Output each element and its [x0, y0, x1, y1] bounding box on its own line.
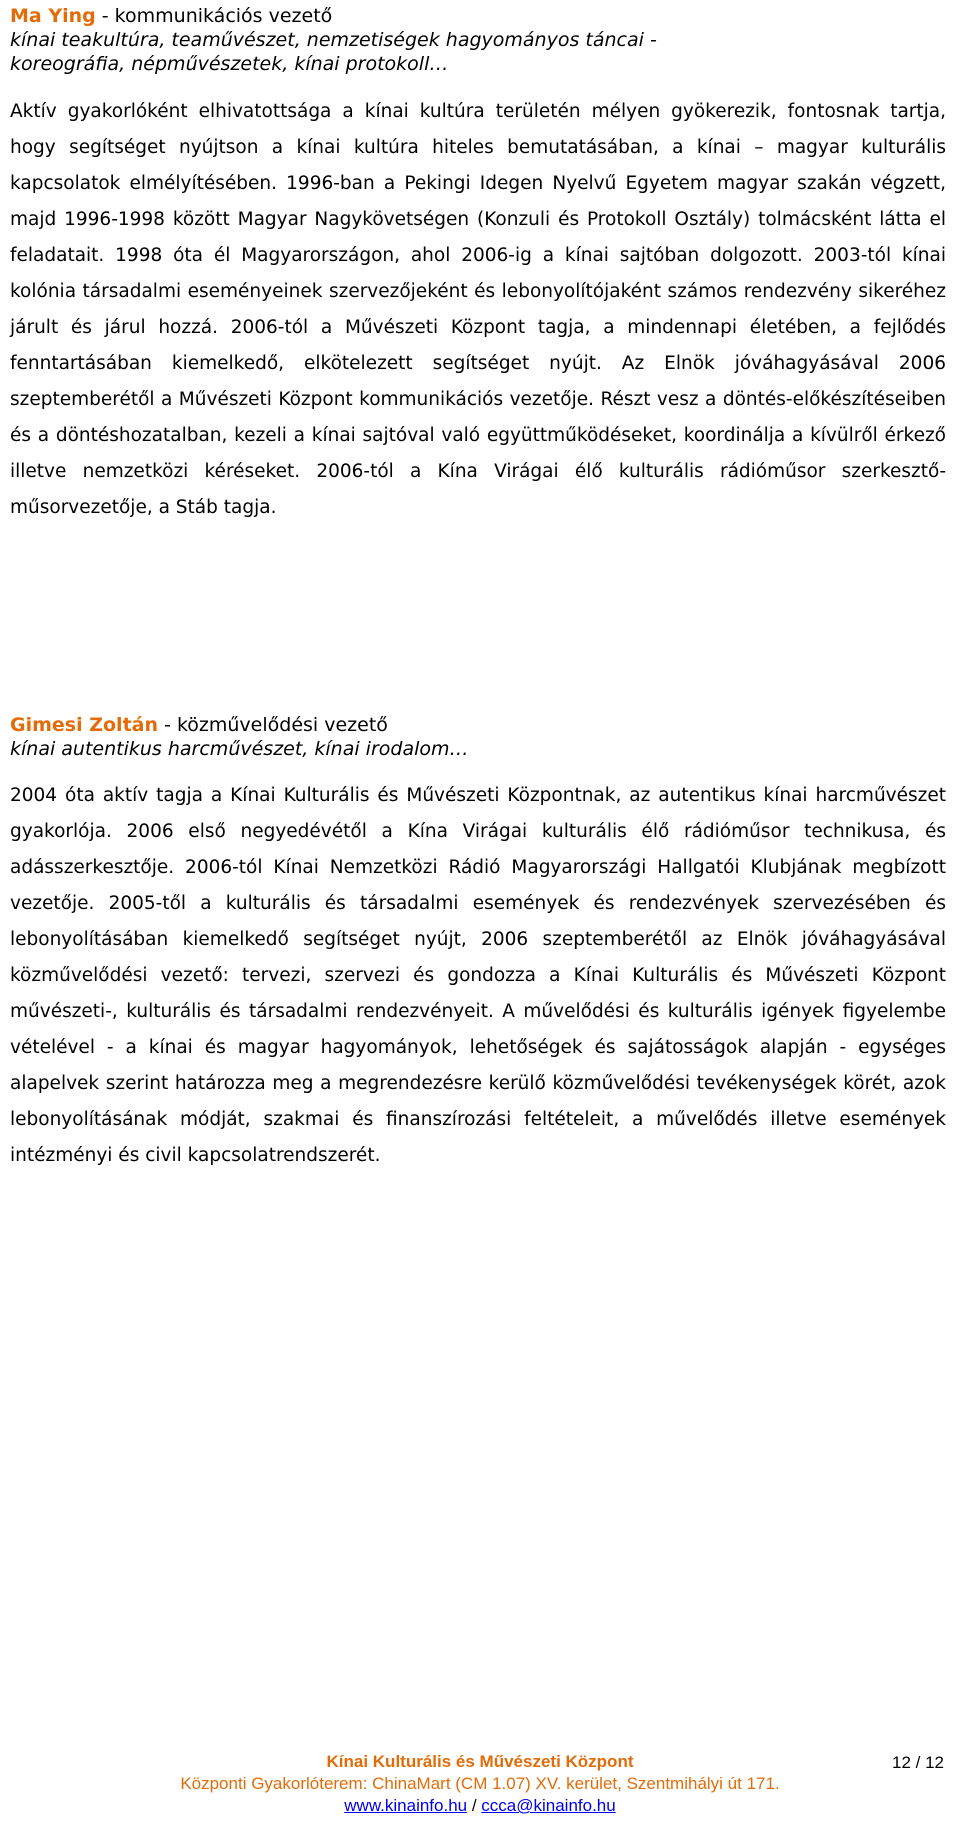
- person-role: - kommunikációs vezető: [95, 5, 333, 27]
- profile-bio: Aktív gyakorlóként elhivatottsága a kínai kultúra területén mélyen gyökerezik, fontosnak tartja, hogy segítséget nyújtson a kínai kultúra hiteles bemutatásában, a kínai – magyar kulturális kapcsolatok elmélyítésében. 1996-ban a Pekingi Idegen Nyelvű Egyetem magyar szakán végzett, majd 1996-1998 között Magyar Nagykövetségen (Konzuli és Protokoll Osztály) tolmácsként látta el feladatait. 1998 óta él Magyarországon, ahol 2006-ig a kínai sajtóban dolgozott. 2003-tól kínai kolónia társadalmi eseményeinek szervezőjeként és lebonyolítójaként számos rendezvény sikeréhez járult és járul hozzá. 2006-tól a Művészeti Központ tagja, a mindennapi életében, a fejlődés fenntartásában kiemelkedő, elkötelezett segítséget nyújt. Az Elnök jóváhagyásával 2006 szeptemberétől a Művészeti Központ kommunikációs vezetője. Részt vesz a döntés-előkészítéseiben és a döntéshozatalban, kezeli a kínai sajtóval való együttműködéseket, koordinálja a kívülről érkező illetve nemzetközi kéréseket. 2006-tól a Kína Virágai élő kulturális rádióműsor szerkesztő-műsorvezetője, a Stáb tagja.: [10, 101, 946, 518]
- page-footer: [0, 1751, 960, 1821]
- website-link[interactable]: www.kinainfo.hu: [344, 1796, 468, 1815]
- profile-heading: [10, 713, 946, 737]
- footer-links: [0, 1795, 960, 1817]
- person-name: Gimesi Zoltán: [10, 714, 159, 736]
- person-name: Ma Ying: [10, 5, 96, 27]
- footer-organization: Kínai Kulturális és Művészeti Központ: [326, 1752, 634, 1771]
- email-link[interactable]: ccca@kinainfo.hu: [481, 1796, 616, 1815]
- profile-subtitle: kínai teakultúra, teaművészet, nemzetiségek hagyományos táncai -: [10, 29, 657, 51]
- profile-heading: [10, 4, 946, 28]
- footer-address: Központi Gyakorlóterem: ChinaMart (CM 1.07) XV. kerület, Szentmihályi út 171.: [180, 1774, 780, 1793]
- profile-bio: 2004 óta aktív tagja a Kínai Kulturális és Művészeti Központnak, az autentikus kínai harcművészet gyakorlója. 2006 első negyedévétől a Kína Virágai kulturális élő rádióműsor technikusa, és adásszerkesztője. 2006-tól Kínai Nemzetközi Rádió Magyarországi Hallgatói Klubjának megbízott vezetője. 2005-től a kulturális és társadalmi események és rendezvények szervezésében és lebonyolításában kiemelkedő segítséget nyújt, 2006 szeptemberétől az Elnök jóváhagyásával közművelődési vezető: tervezi, szervezi és gondozza a Kínai Kulturális és Művészeti Központ művészeti-, kulturális és társadalmi rendezvényeit. A művelődési és kulturális igények figyelembe vételével - a kínai és magyar hagyományok, lehetőségek és sajátosságok alapján - egységes alapelvek szerint határozza meg a megrendezésre kerülő közművelődési tevékenységek körét, azok lebonyolításának módját, szakmai és finanszírozási feltételeit, a művelődés illetve események intézményi és civil kapcsolatrendszerét.: [10, 785, 946, 1166]
- person-role: - közművelődési vezető: [158, 714, 388, 736]
- page-number: 12 / 12: [892, 1753, 944, 1772]
- link-separator: /: [467, 1796, 482, 1815]
- profile-subtitle: kínai autentikus harcművészet, kínai irodalom…: [10, 738, 469, 760]
- profile-ma-ying: [10, 4, 946, 526]
- profile-subtitle-continued: koreográfia, népművészetek, kínai protokoll…: [10, 53, 449, 75]
- profile-gimesi-zoltan: [10, 713, 946, 1174]
